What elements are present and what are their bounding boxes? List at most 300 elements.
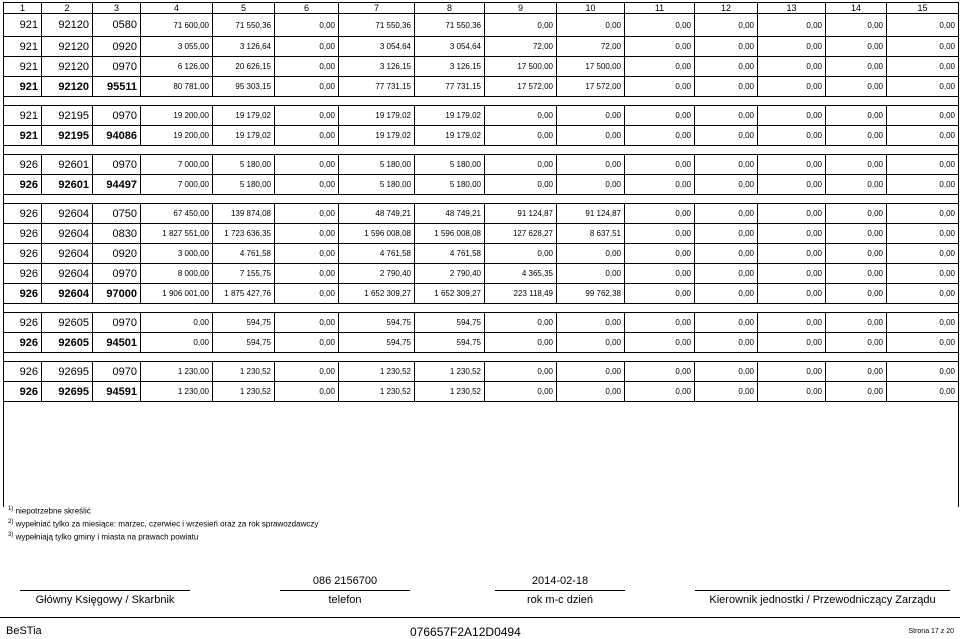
footer-app-name: BeSTia [6,625,42,637]
table-cell: 0970 [93,264,141,284]
table-cell: 0,00 [695,284,758,304]
table-cell: 0,00 [625,175,695,195]
table-cell: 0,00 [826,382,887,402]
table-cell: 0,00 [887,313,959,333]
table-cell: 92120 [42,14,93,37]
table-cell: 2 790,40 [339,264,415,284]
table-cell: 0,00 [485,313,557,333]
table-cell: 0920 [93,244,141,264]
table-cell: 0,00 [275,204,339,224]
table-cell: 0,00 [275,382,339,402]
table-cell: 0,00 [625,224,695,244]
table-cell: 4 761,58 [339,244,415,264]
table-cell: 72,00 [557,37,625,57]
table-cell: 0,00 [826,14,887,37]
table-summary-row [4,382,959,402]
table-cell: 0,00 [275,313,339,333]
table-cell: 72,00 [485,37,557,57]
table-cell: 0,00 [557,14,625,37]
table-cell: 0,00 [557,313,625,333]
table-cell: 0,00 [758,126,826,146]
table-cell: 0,00 [826,204,887,224]
table-cell: 1 230,52 [415,382,485,402]
table-cell: 0,00 [826,57,887,77]
table-cell: 1 230,52 [415,362,485,382]
table-cell: 0,00 [826,224,887,244]
table-cell: 19 200,00 [141,106,213,126]
column-number: 15 [887,3,959,14]
table-cell: 921 [4,57,42,77]
table-summary-row [4,175,959,195]
table-cell: 99 762,38 [557,284,625,304]
column-number: 9 [485,3,557,14]
table-cell: 0,00 [485,126,557,146]
table-cell: 0,00 [557,244,625,264]
table-cell: 1 906 001,00 [141,284,213,304]
table-cell: 921 [4,77,42,97]
group-spacer-cell [4,97,959,106]
table-cell: 0,00 [485,333,557,353]
table-cell: 0,00 [275,106,339,126]
table-cell: 71 600,00 [141,14,213,37]
table-cell: 0,00 [826,264,887,284]
table-cell: 0,00 [826,106,887,126]
table-cell: 0970 [93,362,141,382]
table-cell: 0,00 [275,244,339,264]
column-number: 3 [93,3,141,14]
table-cell: 926 [4,244,42,264]
table-cell: 0,00 [695,264,758,284]
table-cell: 3 000,00 [141,244,213,264]
table-cell: 0,00 [275,264,339,284]
table-cell: 921 [4,14,42,37]
table-cell: 0830 [93,224,141,244]
table-cell: 0,00 [275,37,339,57]
table-row [4,14,959,37]
table-summary-row [4,77,959,97]
signature-line [280,590,410,591]
phone-label: telefon [328,594,362,606]
signature-head-value [695,575,950,588]
table-cell: 0,00 [695,57,758,77]
table-cell: 1 596 008,08 [339,224,415,244]
column-number: 6 [275,3,339,14]
table-cell: 4 761,58 [415,244,485,264]
group-spacer [4,402,959,508]
table-cell: 0,00 [887,382,959,402]
table-cell: 0,00 [695,204,758,224]
table-cell: 0,00 [758,155,826,175]
table-cell: 0,00 [625,57,695,77]
table-cell: 19 179,02 [415,106,485,126]
table-summary-row [4,333,959,353]
table-cell: 926 [4,155,42,175]
table-cell: 92604 [42,224,93,244]
signature-line [695,590,950,591]
table-cell: 3 126,15 [339,57,415,77]
table-cell: 92601 [42,175,93,195]
group-spacer [4,353,959,362]
table-cell: 1 652 309,27 [339,284,415,304]
table-cell: 92120 [42,37,93,57]
table-cell: 0,00 [695,126,758,146]
date-label: rok m-c dzień [526,594,594,606]
table-cell: 1 230,00 [141,382,213,402]
table-cell: 0,00 [557,362,625,382]
table-cell: 5 180,00 [213,175,275,195]
table-cell: 0,00 [826,126,887,146]
table-cell: 0,00 [758,57,826,77]
group-spacer-cell [4,353,959,362]
table-cell: 1 230,00 [141,362,213,382]
table-cell: 0970 [93,106,141,126]
footnote-mark: 1) [8,506,14,512]
table-cell: 5 180,00 [339,155,415,175]
table-cell: 0580 [93,14,141,37]
column-number: 2 [42,3,93,14]
footnote [8,517,318,530]
table-cell: 921 [4,106,42,126]
table-cell: 0,00 [826,333,887,353]
table-cell: 1 652 309,27 [415,284,485,304]
table-cell: 0,00 [695,313,758,333]
table-cell: 0,00 [758,313,826,333]
table-cell: 0,00 [887,362,959,382]
report-table [3,2,959,507]
signature-date [495,575,625,606]
table-cell: 92605 [42,313,93,333]
table-cell: 7 155,75 [213,264,275,284]
table-cell: 594,75 [213,313,275,333]
table-cell: 1 230,52 [339,382,415,402]
table-cell: 71 550,36 [415,14,485,37]
table-cell: 0,00 [625,155,695,175]
table-cell: 0,00 [826,155,887,175]
table-cell: 94501 [93,333,141,353]
table-cell: 926 [4,333,42,353]
table-cell: 94591 [93,382,141,402]
table-cell: 0,00 [275,77,339,97]
table-cell: 0,00 [141,313,213,333]
table-cell: 0,00 [625,37,695,57]
table-cell: 0,00 [275,126,339,146]
table-cell: 0,00 [275,14,339,37]
column-number: 5 [213,3,275,14]
table-cell: 17 572,00 [557,77,625,97]
table-cell: 1 230,52 [339,362,415,382]
table-summary-row [4,284,959,304]
table-cell: 95 303,15 [213,77,275,97]
table-cell: 71 550,36 [213,14,275,37]
table-cell: 0,00 [887,264,959,284]
table-cell: 0,00 [485,175,557,195]
table-cell: 4 365,35 [485,264,557,284]
table-cell: 0,00 [695,37,758,57]
table-cell: 0,00 [758,264,826,284]
table-cell: 926 [4,204,42,224]
table-cell: 0,00 [758,14,826,37]
table-cell: 0,00 [758,77,826,97]
table-cell: 1 230,52 [213,382,275,402]
table-cell: 0,00 [758,333,826,353]
table-cell: 0,00 [758,224,826,244]
footnote [8,530,318,543]
table-cell: 0970 [93,155,141,175]
table-cell: 0,00 [275,284,339,304]
table-cell: 92601 [42,155,93,175]
table-row [4,204,959,224]
table-cell: 92120 [42,57,93,77]
column-number: 8 [415,3,485,14]
table-cell: 0,00 [625,204,695,224]
table-cell: 0,00 [887,155,959,175]
table-cell: 926 [4,175,42,195]
table-cell: 0,00 [485,382,557,402]
table-cell: 0,00 [887,333,959,353]
table-cell: 92195 [42,106,93,126]
table-cell: 17 572,00 [485,77,557,97]
table-cell: 0,00 [887,284,959,304]
table-cell: 7 000,00 [141,175,213,195]
table-cell: 48 749,21 [339,204,415,224]
table-cell: 0,00 [695,77,758,97]
table-cell: 0,00 [887,224,959,244]
table-cell: 0,00 [557,126,625,146]
table-cell: 6 126,00 [141,57,213,77]
footnote-mark: 2) [8,519,14,526]
table-cell: 0,00 [887,244,959,264]
signature-accountant [20,575,190,606]
table-cell: 0,00 [485,106,557,126]
table-cell: 19 179,02 [415,126,485,146]
table-cell: 19 179,02 [339,106,415,126]
table-cell: 0,00 [826,175,887,195]
group-spacer-cell [4,195,959,204]
table-cell: 0,00 [887,14,959,37]
table-cell: 0,00 [758,382,826,402]
table-cell: 0,00 [758,204,826,224]
table-cell: 92604 [42,244,93,264]
column-number: 13 [758,3,826,14]
footnote-text: wypełniać tylko za miesiące: marzec, czerwiec i wrzesień oraz za rok sprawozdawczy [15,519,319,529]
table-cell: 3 054,64 [339,37,415,57]
table-row [4,264,959,284]
table-cell: 0,00 [758,175,826,195]
column-number: 14 [826,3,887,14]
table-cell: 91 124,87 [485,204,557,224]
table-cell: 0,00 [485,14,557,37]
table-cell: 926 [4,313,42,333]
table-cell: 926 [4,284,42,304]
report-table-body [4,3,959,508]
table-cell: 926 [4,362,42,382]
table-cell: 17 500,00 [485,57,557,77]
table-cell: 80 781,00 [141,77,213,97]
table-cell: 5 180,00 [415,155,485,175]
footer-page-number: Strona 17 z 20 [908,628,954,635]
table-cell: 92695 [42,362,93,382]
table-cell: 19 179,02 [213,106,275,126]
table-cell: 20 626,15 [213,57,275,77]
table-cell: 223 118,49 [485,284,557,304]
table-cell: 0,00 [557,264,625,284]
signature-head [695,575,950,606]
table-cell: 97000 [93,284,141,304]
table-cell: 0,00 [695,175,758,195]
table-cell: 8 000,00 [141,264,213,284]
table-cell: 3 126,64 [213,37,275,57]
table-cell: 0,00 [695,382,758,402]
table-row [4,362,959,382]
table-cell: 0,00 [826,244,887,264]
table-cell: 92605 [42,333,93,353]
table-cell: 0,00 [625,14,695,37]
table-cell: 0,00 [758,284,826,304]
table-cell: 5 180,00 [213,155,275,175]
table-cell: 926 [4,264,42,284]
table-cell: 0,00 [557,333,625,353]
table-cell: 48 749,21 [415,204,485,224]
group-spacer-cell [4,304,959,313]
table-cell: 5 180,00 [415,175,485,195]
table-row [4,37,959,57]
table-cell: 0,00 [887,175,959,195]
table-cell: 0,00 [557,382,625,402]
table-cell: 1 596 008,08 [415,224,485,244]
table-cell: 7 000,00 [141,155,213,175]
table-cell: 0,00 [275,333,339,353]
table-cell: 3 054,64 [415,37,485,57]
column-number: 1 [4,3,42,14]
table-cell: 0,00 [625,264,695,284]
table-cell: 0,00 [625,244,695,264]
table-row [4,106,959,126]
table-cell: 0,00 [695,155,758,175]
table-cell: 67 450,00 [141,204,213,224]
signature-phone [280,575,410,606]
group-spacer [4,304,959,313]
table-cell: 0,00 [557,155,625,175]
table-cell: 92695 [42,382,93,402]
table-cell: 0,00 [758,106,826,126]
group-spacer [4,97,959,106]
table-cell: 17 500,00 [557,57,625,77]
table-cell: 0,00 [275,362,339,382]
table-cell: 594,75 [415,333,485,353]
table-cell: 0,00 [826,77,887,97]
signature-accountant-label: Główny Księgowy / Skarbnik [35,594,175,606]
table-cell: 1 723 636,35 [213,224,275,244]
table-cell: 92604 [42,204,93,224]
table-cell: 594,75 [415,313,485,333]
table-cell: 921 [4,37,42,57]
table-cell: 71 550,36 [339,14,415,37]
table-cell: 5 180,00 [339,175,415,195]
table-cell: 0,00 [625,362,695,382]
table-cell: 594,75 [339,333,415,353]
table-row [4,155,959,175]
table-cell: 0,00 [758,362,826,382]
table-cell: 0,00 [275,175,339,195]
table-cell: 0,00 [695,244,758,264]
table-cell: 77 731,15 [415,77,485,97]
table-cell: 0,00 [887,106,959,126]
table-cell: 8 637,51 [557,224,625,244]
table-cell: 0,00 [887,77,959,97]
table-cell: 926 [4,382,42,402]
footnote-text: wypełniają tylko gminy i miasta na prawach powiatu [15,532,199,542]
table-cell: 0,00 [887,37,959,57]
table-cell: 92120 [42,77,93,97]
table-cell: 1 875 427,76 [213,284,275,304]
table-cell: 3 055,00 [141,37,213,57]
table-cell: 95511 [93,77,141,97]
signature-accountant-value [20,575,190,588]
table-cell: 0,00 [758,37,826,57]
signature-head-label: Kierownik jednostki / Przewodniczący Zarządu [709,594,936,606]
table-cell: 139 874,08 [213,204,275,224]
table-cell: 4 761,58 [213,244,275,264]
table-cell: 0,00 [485,244,557,264]
footer-document-code: 076657F2A12D0494 [410,625,521,639]
table-cell: 0970 [93,313,141,333]
table-cell: 0,00 [695,106,758,126]
table-cell: 0,00 [557,175,625,195]
column-number: 7 [339,3,415,14]
table-cell: 19 179,02 [339,126,415,146]
table-cell: 0920 [93,37,141,57]
table-cell: 0,00 [625,333,695,353]
table-cell: 0,00 [887,204,959,224]
table-cell: 0,00 [625,382,695,402]
table-cell: 94086 [93,126,141,146]
table-cell: 594,75 [213,333,275,353]
table-cell: 0750 [93,204,141,224]
table-cell: 94497 [93,175,141,195]
table-cell: 0970 [93,57,141,77]
table-cell: 0,00 [826,284,887,304]
table-cell: 19 200,00 [141,126,213,146]
column-number: 12 [695,3,758,14]
table-cell: 0,00 [625,313,695,333]
table-cell: 0,00 [557,106,625,126]
footer-divider [0,617,960,618]
table-cell: 0,00 [695,14,758,37]
table-cell: 0,00 [758,244,826,264]
table-summary-row [4,126,959,146]
table-cell: 0,00 [826,313,887,333]
table-row [4,244,959,264]
table-cell: 926 [4,224,42,244]
phone-value: 086 2156700 [312,575,378,587]
table-cell: 0,00 [695,224,758,244]
table-cell: 0,00 [887,126,959,146]
table-cell: 0,00 [695,362,758,382]
table-cell: 77 731,15 [339,77,415,97]
table-cell: 0,00 [275,155,339,175]
signature-line [20,590,190,591]
table-cell: 0,00 [625,106,695,126]
table-cell: 0,00 [826,37,887,57]
table-cell: 0,00 [625,77,695,97]
table-cell: 1 230,52 [213,362,275,382]
table-row [4,313,959,333]
table-cell: 0,00 [695,333,758,353]
column-number: 10 [557,3,625,14]
table-row [4,224,959,244]
table-cell: 91 124,87 [557,204,625,224]
table-cell: 0,00 [826,362,887,382]
